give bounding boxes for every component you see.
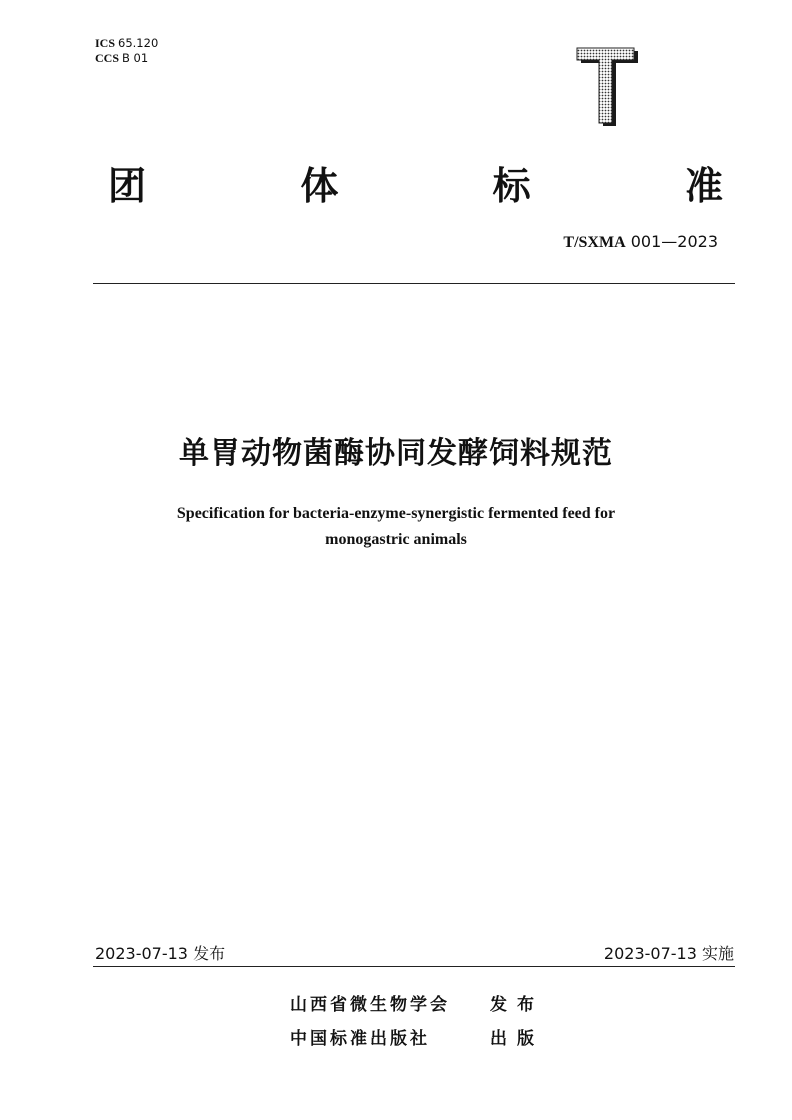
publisher-row [290, 988, 544, 1022]
issue-date: 2023-07-13 发布 [95, 944, 226, 963]
publisher-action: 发布 [490, 995, 544, 1015]
standard-number [563, 232, 718, 252]
standard-type-heading [108, 152, 723, 212]
document-title-english [96, 501, 696, 553]
ccs-label: CCS [95, 51, 120, 65]
ics-code-row [95, 36, 158, 51]
standard-type-char: 团 [108, 163, 147, 208]
header-divider [93, 283, 735, 284]
footer-divider [93, 966, 735, 967]
classification-codes [95, 36, 158, 66]
publisher-row [290, 1022, 544, 1056]
ccs-code-row [95, 51, 158, 66]
standard-type-char: 准 [684, 163, 723, 208]
standard-type-char: 体 [300, 163, 339, 208]
document-title-chinese: 单胃动物菌酶协同发酵饲料规范 [179, 436, 613, 471]
ccs-code: B 01 [122, 51, 149, 65]
publisher-org: 山西省微生物学会 [290, 995, 450, 1015]
publisher-org: 中国标准出版社 [290, 1029, 430, 1049]
english-title-line: monogastric animals [325, 531, 467, 548]
implementation-date: 2023-07-13 实施 [603, 944, 734, 963]
standard-type-char: 标 [492, 163, 531, 208]
ics-label: ICS [95, 36, 116, 50]
t-standard-logo-icon [574, 46, 644, 128]
standard-number-prefix: T/SXMA [563, 234, 626, 251]
ics-code: 65.120 [118, 36, 159, 50]
standard-number-value: 001—2023 [630, 232, 718, 251]
publisher-action: 出版 [490, 1029, 544, 1049]
english-title-line: Specification for bacteria-enzyme-synergistic fermented feed for [176, 505, 616, 522]
publisher-block [290, 988, 544, 1056]
